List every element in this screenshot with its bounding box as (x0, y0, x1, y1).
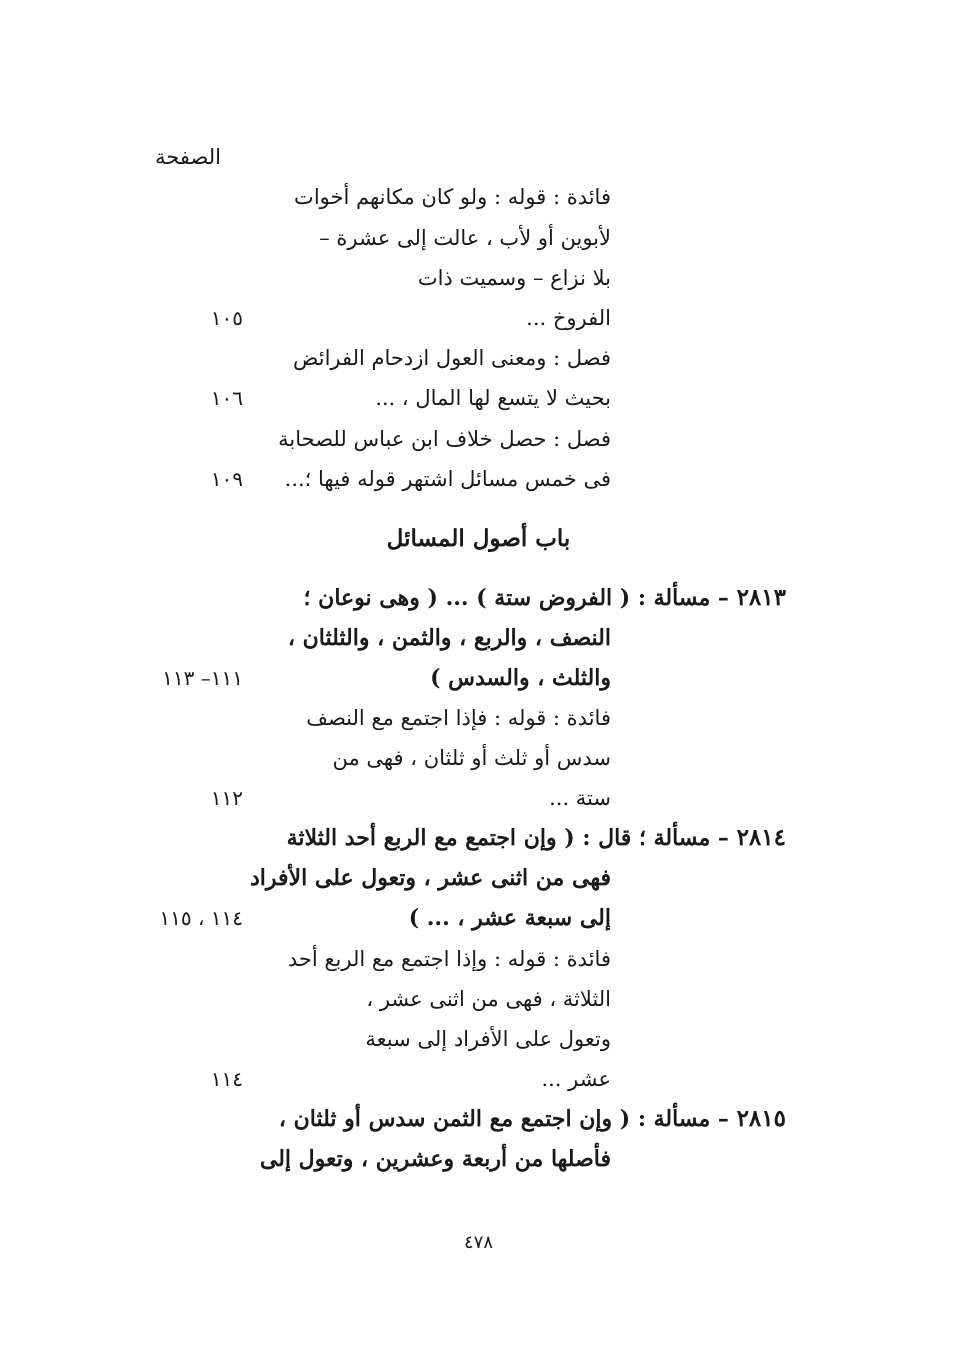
entry-line: فصل : ومعنى العول ازدحام الفرائض (293, 346, 611, 370)
entry-line: بلا نزاع – وسميت ذات (417, 266, 611, 290)
masala-text: – مسألة : ( وإن اجتمع مع الثمن سدس أو ثلثان ، (278, 1106, 729, 1132)
page-column-header: الصفحة (155, 145, 221, 169)
entry-line: الفروخ ... (526, 306, 611, 330)
masala-line (304, 583, 786, 613)
masala-line: إلى سبعة عشر ، ... ) (408, 905, 611, 931)
page-reference: ١١٤ (210, 1067, 243, 1091)
page-reference: ١١١– ١١٣ (162, 666, 243, 690)
entry-line: فائدة : قوله : وإذا اجتمع مع الربع أحد (287, 947, 611, 971)
page-reference: ١١٤ ، ١١٥ (159, 906, 243, 930)
masala-line (279, 1104, 786, 1134)
masala-line: والثلث ، والسدس ) (430, 665, 611, 691)
entry-line: لأبوين أو لأب ، عالت إلى عشرة – (319, 226, 611, 250)
masala-number: ٢٨١٥ (736, 1105, 786, 1132)
masala-line: النصف ، والربع ، والثمن ، والثلثان ، (287, 625, 611, 651)
entry-line: عشر ... (541, 1067, 611, 1091)
entry-line: بحيث لا يتسع لها المال ، ... (375, 386, 611, 410)
page-reference: ١٠٥ (210, 306, 243, 330)
page-number: ٤٧٨ (463, 1232, 493, 1253)
page-reference: ١١٢ (210, 786, 243, 810)
page-reference: ١٠٦ (210, 386, 243, 410)
masala-line: فهى من اثنى عشر ، وتعول على الأفراد (249, 865, 611, 891)
masala-text: – مسألة : ( الفروض ستة ) ... ( وهى نوعان ؛ (303, 585, 729, 611)
entry-line: وتعول على الأفراد إلى سبعة (365, 1027, 611, 1051)
entry-line: سدس أو ثلث أو ثلثان ، فهى من (332, 746, 611, 770)
masala-line (287, 823, 786, 853)
entry-line: فائدة : قوله : ولو كان مكانهم أخوات (294, 185, 611, 209)
masala-number: ٢٨١٤ (736, 824, 786, 851)
entry-line: ستة ... (549, 786, 611, 810)
masala-number: ٢٨١٣ (736, 584, 786, 611)
page-reference: ١٠٩ (210, 467, 243, 491)
entry-line: الثلاثة ، فهى من اثنى عشر ، (366, 987, 611, 1011)
entry-line: فصل : حصل خلاف ابن عباس للصحابة (278, 427, 611, 451)
entry-line: فائدة : قوله : فإذا اجتمع مع النصف (306, 706, 611, 730)
entry-line: فى خمس مسائل اشتهر قوله فيها ؛... (284, 467, 611, 491)
masala-text: – مسألة ؛ قال : ( وإن اجتمع مع الربع أحد الثلاثة (286, 825, 729, 851)
masala-line: فأصلها من أربعة وعشرين ، وتعول إلى (259, 1146, 611, 1172)
section-title: باب أصول المسائل (386, 525, 571, 552)
